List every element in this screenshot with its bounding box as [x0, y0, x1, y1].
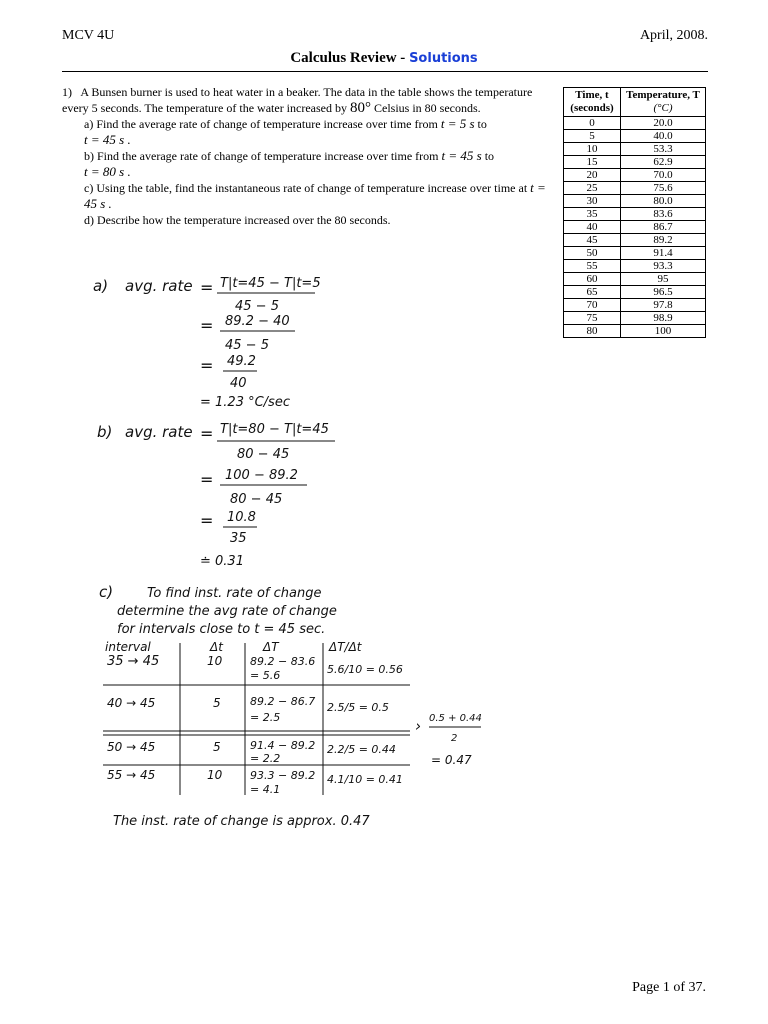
temperature-header [621, 88, 706, 117]
temperature-cell: 97.8 [621, 299, 706, 312]
c-row-2-dT2: = 2.5 [250, 711, 281, 724]
b-label: b) [97, 423, 113, 441]
temperature-cell: 40.0 [621, 130, 706, 143]
temperature-cell: 20.0 [621, 117, 706, 130]
b-eq: = [200, 424, 214, 443]
c-header-interval: interval [105, 640, 151, 654]
part-b [62, 148, 554, 164]
b-l3-den: 35 [230, 531, 247, 546]
table-row [564, 234, 706, 247]
page-number: Page 1 of 37. [632, 980, 706, 995]
c-conclusion: The inst. rate of change is approx. 0.47 [113, 814, 370, 829]
part-c-text: c) Using the table, find the instantaneous rate of change of temperature increase over time at [84, 181, 528, 195]
c-brace-arrow: › [415, 717, 421, 735]
part-b-from: t = 45 s [441, 148, 482, 163]
c-row-3-dT2: = 2.2 [250, 752, 281, 765]
part-a-text: a) Find the average rate of change of temperature increase over time from [84, 117, 438, 131]
b-eq2: = [200, 470, 214, 489]
part-d [62, 212, 554, 228]
temperature-cell: 53.3 [621, 143, 706, 156]
table-row [564, 195, 706, 208]
handwritten-solution [85, 265, 485, 845]
time-cell: 5 [564, 130, 621, 143]
time-cell: 55 [564, 260, 621, 273]
time-cell: 45 [564, 234, 621, 247]
c-line1: To find inst. rate of change [147, 586, 322, 601]
b-l2-den: 80 − 45 [230, 492, 283, 507]
a-result: = 1.23 °C/sec [200, 395, 290, 410]
question-1 [62, 84, 554, 228]
temperature-header-label: Temperature, T [626, 89, 700, 101]
c-avg-result: = 0.47 [431, 753, 472, 767]
intro-text: A Bunsen burner is used to heat water in a beaker. The data in the table shows the temperature every 5 seconds. The temperature of the water increased by [62, 85, 533, 115]
time-cell: 25 [564, 182, 621, 195]
b-l3-num: 10.8 [227, 510, 256, 525]
a-l3-den: 40 [230, 376, 247, 391]
temperature-cell: 98.9 [621, 312, 706, 325]
part-a-from: t = 5 s [440, 116, 475, 131]
b-l2-num: 100 − 89.2 [225, 468, 298, 483]
a-eq2: = [200, 316, 214, 335]
time-cell: 60 [564, 273, 621, 286]
part-d-text: d) Describe how the temperature increased over the 80 seconds. [84, 213, 391, 227]
temperature-cell: 89.2 [621, 234, 706, 247]
temperature-cell: 75.6 [621, 182, 706, 195]
b-lhs: avg. rate [125, 423, 193, 441]
table-row [564, 169, 706, 182]
title-text: Calculus Review - [290, 50, 410, 66]
c-row-1-dT1: 89.2 − 83.6 [250, 655, 316, 668]
c-header-dT: ΔT [263, 640, 279, 654]
a-l3-num: 49.2 [227, 354, 256, 369]
b-l1-den: 80 − 45 [237, 447, 290, 462]
temperature-cell: 91.4 [621, 247, 706, 260]
a-eq: = [200, 278, 214, 297]
temperature-table-body [564, 117, 706, 338]
c-row-2-dt: 5 [213, 696, 221, 710]
c-row-1-interval: 35 → 45 [107, 654, 160, 669]
temperature-table [563, 87, 706, 338]
table-row [564, 221, 706, 234]
c-row-4 [107, 768, 403, 796]
temperature-cell: 93.3 [621, 260, 706, 273]
intro-end: Celsius in 80 seconds. [374, 101, 481, 115]
temperature-cell: 100 [621, 325, 706, 338]
a-l1-num: T|t=45 − T|t=5 [220, 276, 321, 291]
c-row-3-interval: 50 → 45 [107, 740, 156, 754]
c-row-2-dT1: 89.2 − 86.7 [250, 695, 316, 708]
time-cell: 80 [564, 325, 621, 338]
table-row [564, 312, 706, 325]
temperature-cell: 95 [621, 273, 706, 286]
b-result: ≐ 0.31 [200, 554, 244, 569]
b-l1-num: T|t=80 − T|t=45 [220, 422, 329, 437]
part-b-end [62, 164, 554, 180]
c-row-4-interval: 55 → 45 [107, 768, 156, 782]
c-row-4-dt: 10 [207, 768, 223, 782]
time-cell: 10 [564, 143, 621, 156]
c-label: c) [99, 583, 114, 601]
header-rule [62, 71, 708, 72]
part-c [62, 180, 554, 212]
c-row-1-dt: 10 [207, 654, 223, 668]
time-cell: 65 [564, 286, 621, 299]
course-code: MCV 4U [62, 28, 115, 43]
time-cell: 30 [564, 195, 621, 208]
c-row-1-ratio: 5.6/10 = 0.56 [327, 663, 403, 676]
temperature-cell: 62.9 [621, 156, 706, 169]
c-line2: determine the avg rate of change [117, 604, 337, 619]
c-row-1 [107, 654, 403, 682]
title-solutions: Solutions [409, 51, 478, 66]
part-b-to: t = 80 s . [84, 164, 131, 179]
b-eq3: = [200, 511, 214, 530]
c-row-3-dt: 5 [213, 740, 221, 754]
temperature-cell: 96.5 [621, 286, 706, 299]
table-row [564, 156, 706, 169]
table-row [564, 273, 706, 286]
temperature-cell: 70.0 [621, 169, 706, 182]
table-row [564, 208, 706, 221]
c-header-ratio: ΔT/Δt [329, 640, 362, 654]
a-eq3: = [200, 356, 214, 375]
table-row [564, 325, 706, 338]
time-cell: 0 [564, 117, 621, 130]
a-lhs: avg. rate [125, 277, 193, 295]
c-row-4-dT1: 93.3 − 89.2 [250, 769, 316, 782]
part-a-to-word: to [477, 117, 487, 131]
a-l1-den: 45 − 5 [235, 299, 279, 314]
part-a-to: t = 45 s . [84, 132, 131, 147]
solution-c [99, 583, 482, 829]
time-cell: 20 [564, 169, 621, 182]
temperature-cell: 86.7 [621, 221, 706, 234]
a-l2-num: 89.2 − 40 [225, 314, 290, 329]
a-l2-den: 45 − 5 [225, 338, 269, 353]
solution-b [97, 422, 335, 569]
document-date: April, 2008. [639, 28, 708, 43]
table-row [564, 286, 706, 299]
time-cell: 40 [564, 221, 621, 234]
time-cell: 75 [564, 312, 621, 325]
c-row-2-interval: 40 → 45 [107, 696, 156, 710]
table-row [564, 117, 706, 130]
c-row-1-dT2: = 5.6 [250, 669, 281, 682]
c-row-4-dT2: = 4.1 [250, 783, 281, 796]
table-row [564, 247, 706, 260]
question-intro [62, 84, 554, 116]
solution-a [93, 276, 321, 410]
c-row-4-ratio: 4.1/10 = 0.41 [327, 773, 403, 786]
table-row [564, 130, 706, 143]
part-a [62, 116, 554, 132]
question-number: 1) [62, 85, 72, 99]
a-label: a) [93, 277, 109, 295]
c-row-2-ratio: 2.5/5 = 0.5 [327, 701, 389, 714]
time-cell: 15 [564, 156, 621, 169]
page-title [0, 50, 768, 67]
c-avg-den: 2 [451, 733, 458, 744]
c-row-3-ratio: 2.2/5 = 0.44 [327, 743, 396, 756]
c-avg-num: 0.5 + 0.44 [429, 713, 482, 724]
table-row [564, 182, 706, 195]
table-row [564, 299, 706, 312]
c-header-dt: Δt [210, 640, 223, 654]
time-header: Time, t (seconds) [564, 88, 621, 117]
temperature-unit: (°C) [653, 102, 673, 114]
intro-value: 80° [350, 100, 371, 116]
time-cell: 50 [564, 247, 621, 260]
part-b-to-word: to [484, 149, 495, 163]
temperature-cell: 80.0 [621, 195, 706, 208]
c-row-3-dT1: 91.4 − 89.2 [250, 739, 316, 752]
c-row-2 [107, 695, 389, 724]
part-c-at: t = 45 s . [84, 180, 546, 211]
c-line3: for intervals close to t = 45 sec. [117, 622, 326, 637]
table-row [564, 143, 706, 156]
time-cell: 70 [564, 299, 621, 312]
part-b-text: b) Find the average rate of change of temperature increase over time from [84, 149, 439, 163]
c-row-3 [107, 739, 396, 765]
temperature-cell: 83.6 [621, 208, 706, 221]
part-a-end [62, 132, 554, 148]
table-row [564, 260, 706, 273]
time-cell: 35 [564, 208, 621, 221]
